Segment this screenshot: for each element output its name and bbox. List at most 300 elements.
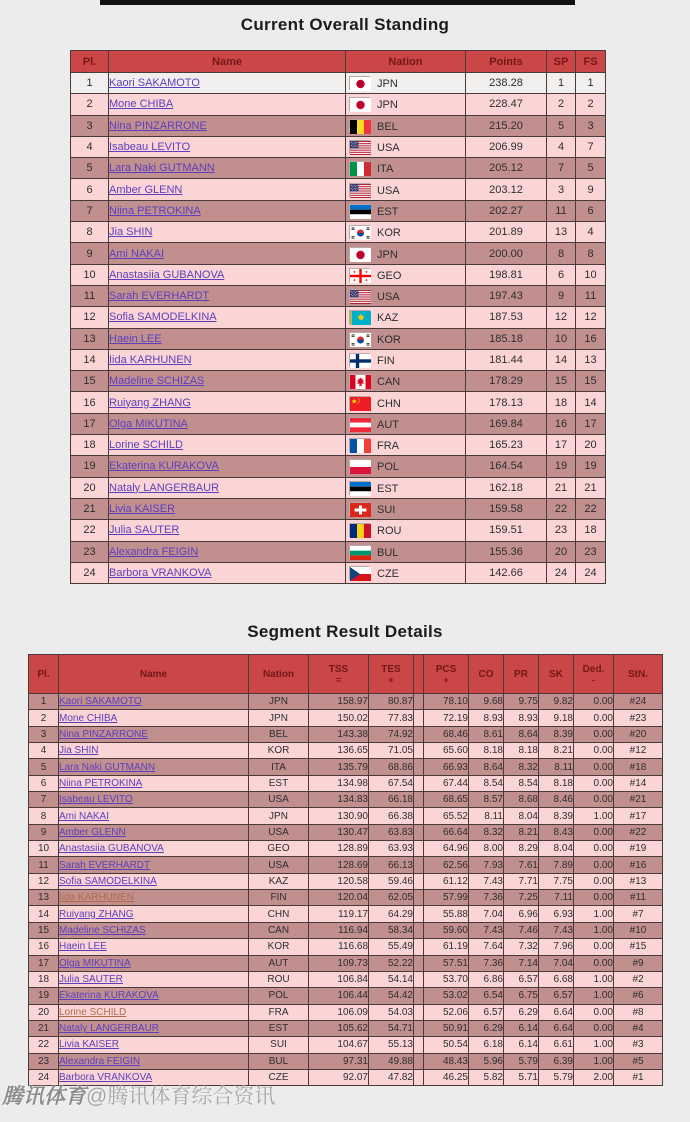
- spacer-cell: [414, 726, 424, 742]
- nation-cell: BUL: [249, 1053, 309, 1069]
- fs-cell: 12: [576, 307, 606, 328]
- skater-link[interactable]: Ekaterina KURAKOVA: [59, 990, 159, 1002]
- place-cell: 10: [71, 264, 109, 285]
- stn-cell: #16: [614, 857, 663, 873]
- fs-cell: 20: [576, 435, 606, 456]
- spacer-cell: [414, 922, 424, 938]
- skater-link[interactable]: Nataly LANGERBAUR: [59, 1023, 160, 1035]
- skater-link[interactable]: Isabeau LEVITO: [109, 141, 191, 154]
- place-cell: 19: [29, 988, 59, 1004]
- spacer-cell: [414, 808, 424, 824]
- nation-cell: USA: [249, 857, 309, 873]
- flag-cze-icon: [349, 566, 370, 580]
- sk-cell: 8.39: [539, 808, 574, 824]
- table-row: [71, 200, 606, 221]
- skater-link[interactable]: Iida KARHUNEN: [109, 354, 192, 366]
- flag-kaz-icon: [349, 310, 370, 324]
- flag-bul-icon: [349, 545, 370, 559]
- tss-cell: 105.62: [309, 1020, 369, 1036]
- skater-link[interactable]: Anastasiia GUBANOVA: [59, 843, 164, 855]
- name-cell: [59, 857, 249, 873]
- flag-kor-icon: [349, 332, 370, 346]
- name-cell: [109, 136, 346, 157]
- tes-cell: 66.18: [369, 792, 414, 808]
- flag-geo-icon: [349, 268, 370, 282]
- tes-cell: 66.13: [369, 857, 414, 873]
- name-cell: [109, 477, 346, 498]
- nation-cell: USA: [249, 824, 309, 840]
- pr-cell: 8.68: [504, 792, 539, 808]
- place-cell: 9: [71, 243, 109, 264]
- top-black-bar: [100, 0, 575, 5]
- tes-cell: 54.14: [369, 971, 414, 987]
- co-cell: 8.18: [469, 743, 504, 759]
- co-cell: 7.64: [469, 939, 504, 955]
- place-cell: 7: [29, 792, 59, 808]
- name-cell: [109, 349, 346, 370]
- skater-link[interactable]: Nina PINZARRONE: [109, 119, 207, 132]
- co-cell: 8.64: [469, 759, 504, 775]
- place-cell: 21: [71, 498, 109, 519]
- nation-cell: JPN: [249, 710, 309, 726]
- points-cell: 206.99: [466, 136, 547, 157]
- sk-cell: 5.79: [539, 1069, 574, 1085]
- skater-link[interactable]: Lara Naki GUTMANN: [59, 761, 156, 773]
- table-row: [71, 498, 606, 519]
- skater-link[interactable]: Jia SHIN: [109, 226, 153, 239]
- points-cell: 203.12: [466, 179, 547, 200]
- ded-cell: 1.00: [574, 971, 614, 987]
- name-cell: [59, 988, 249, 1004]
- name-cell: [109, 307, 346, 328]
- nation-cell: BEL: [249, 726, 309, 742]
- place-cell: 23: [71, 541, 109, 562]
- nation-code: POL: [377, 461, 400, 474]
- fs-cell: 17: [576, 413, 606, 434]
- col-header-co: CO: [469, 655, 504, 694]
- pcs-cell: 66.64: [424, 824, 469, 840]
- pcs-cell: 61.12: [424, 873, 469, 889]
- watermark-brand: 腾讯体育: [2, 1085, 86, 1108]
- flag-rou-icon: [349, 523, 370, 537]
- stn-cell: #9: [614, 955, 663, 971]
- spacer-cell: [414, 988, 424, 1004]
- pcs-cell: 46.25: [424, 1069, 469, 1085]
- tss-cell: 135.79: [309, 759, 369, 775]
- name-cell: [59, 1069, 249, 1085]
- nation-cell: POL: [249, 988, 309, 1004]
- place-cell: 18: [29, 971, 59, 987]
- table-row: [71, 435, 606, 456]
- place-cell: 9: [29, 824, 59, 840]
- fs-cell: 11: [576, 285, 606, 306]
- table-row: [71, 73, 606, 94]
- sp-cell: 18: [547, 392, 576, 413]
- ded-cell: 0.00: [574, 824, 614, 840]
- nation-code: KOR: [377, 333, 401, 346]
- skater-link[interactable]: Livia KAISER: [59, 1039, 120, 1051]
- fs-cell: 8: [576, 243, 606, 264]
- stn-cell: #2: [614, 971, 663, 987]
- tss-cell: 109.73: [309, 955, 369, 971]
- name-cell: [59, 710, 249, 726]
- skater-link[interactable]: Anastasiia GUBANOVA: [109, 268, 225, 281]
- table-row: [29, 1020, 663, 1036]
- table-row: [71, 413, 606, 434]
- name-cell: [59, 873, 249, 889]
- name-cell: [109, 541, 346, 562]
- sk-cell: 8.18: [539, 775, 574, 791]
- table-row: [29, 1069, 663, 1085]
- fs-cell: 15: [576, 371, 606, 392]
- co-cell: 8.11: [469, 808, 504, 824]
- place-cell: 13: [29, 890, 59, 906]
- sp-cell: 12: [547, 307, 576, 328]
- place-cell: 3: [71, 115, 109, 136]
- nation-cell: [346, 115, 466, 136]
- co-cell: 7.04: [469, 906, 504, 922]
- spacer-cell: [414, 1069, 424, 1085]
- co-cell: 8.93: [469, 710, 504, 726]
- pr-cell: 9.75: [504, 694, 539, 710]
- pcs-cell: 62.56: [424, 857, 469, 873]
- nation-code: FRA: [377, 440, 399, 453]
- points-cell: 159.51: [466, 520, 547, 541]
- tes-cell: 54.42: [369, 988, 414, 1004]
- table-row: [29, 1053, 663, 1069]
- pr-cell: 7.14: [504, 955, 539, 971]
- sp-cell: 2: [547, 94, 576, 115]
- skater-link[interactable]: Ruiyang ZHANG: [59, 908, 134, 920]
- table-row: [71, 158, 606, 179]
- fs-cell: 3: [576, 115, 606, 136]
- spacer-cell: [414, 759, 424, 775]
- nation-code: BEL: [377, 120, 398, 133]
- ded-cell: 0.00: [574, 792, 614, 808]
- skater-link[interactable]: Ekaterina KURAKOVA: [109, 460, 219, 473]
- name-cell: [109, 520, 346, 541]
- table-row: [71, 307, 606, 328]
- co-cell: 7.43: [469, 873, 504, 889]
- co-cell: 8.61: [469, 726, 504, 742]
- place-cell: 21: [29, 1020, 59, 1036]
- name-cell: [59, 971, 249, 987]
- name-cell: [109, 243, 346, 264]
- tss-cell: 128.89: [309, 841, 369, 857]
- nation-code: EST: [377, 482, 399, 495]
- sk-cell: 7.75: [539, 873, 574, 889]
- skater-link[interactable]: Lorine SCHILD: [59, 1006, 127, 1018]
- name-cell: [109, 371, 346, 392]
- place-cell: 14: [29, 906, 59, 922]
- points-cell: 159.58: [466, 498, 547, 519]
- skater-link[interactable]: Kaori SAKAMOTO: [109, 77, 200, 90]
- tes-cell: 59.46: [369, 873, 414, 889]
- co-cell: 7.36: [469, 890, 504, 906]
- sk-cell: 7.96: [539, 939, 574, 955]
- table-row: [71, 136, 606, 157]
- place-cell: 10: [29, 841, 59, 857]
- skater-link[interactable]: Haein LEE: [109, 332, 162, 345]
- sk-cell: 6.68: [539, 971, 574, 987]
- skater-link[interactable]: Nina PINZARRONE: [59, 728, 148, 740]
- skater-link[interactable]: Madeline SCHIZAS: [109, 375, 205, 388]
- ded-cell: 0.00: [574, 743, 614, 759]
- co-cell: 7.93: [469, 857, 504, 873]
- skater-link[interactable]: Ami NAKAI: [59, 810, 110, 822]
- col-header-nation: Nation: [249, 655, 309, 694]
- sp-cell: 15: [547, 371, 576, 392]
- points-cell: 181.44: [466, 349, 547, 370]
- pcs-cell: 57.51: [424, 955, 469, 971]
- place-cell: 8: [29, 808, 59, 824]
- col-header-points: Points: [466, 51, 547, 73]
- place-cell: 16: [71, 392, 109, 413]
- co-cell: 8.57: [469, 792, 504, 808]
- nation-cell: [346, 392, 466, 413]
- skater-link[interactable]: Iida KARHUNEN: [59, 892, 135, 904]
- tes-cell: 52.22: [369, 955, 414, 971]
- sk-cell: 7.43: [539, 922, 574, 938]
- nation-code: USA: [377, 184, 400, 197]
- co-cell: 8.00: [469, 841, 504, 857]
- nation-cell: [346, 477, 466, 498]
- skater-link[interactable]: Sofia SAMODELKINA: [59, 875, 157, 887]
- pr-cell: 6.96: [504, 906, 539, 922]
- place-cell: 19: [71, 456, 109, 477]
- points-cell: 178.29: [466, 371, 547, 392]
- flag-jpn-icon: [349, 247, 370, 261]
- table-row: [71, 115, 606, 136]
- stn-cell: #15: [614, 939, 663, 955]
- sk-cell: 6.57: [539, 988, 574, 1004]
- skater-link[interactable]: Ruiyang ZHANG: [109, 396, 191, 409]
- fs-cell: 22: [576, 498, 606, 519]
- sp-cell: 6: [547, 264, 576, 285]
- fs-cell: 10: [576, 264, 606, 285]
- skater-link[interactable]: Sarah EVERHARDT: [59, 859, 151, 871]
- nation-cell: [346, 73, 466, 94]
- name-cell: [109, 498, 346, 519]
- pcs-cell: 53.02: [424, 988, 469, 1004]
- place-cell: 22: [71, 520, 109, 541]
- skater-link[interactable]: Madeline SCHIZAS: [59, 924, 146, 936]
- tss-cell: 158.97: [309, 694, 369, 710]
- table-row: [29, 1004, 663, 1020]
- skater-link[interactable]: Amber GLENN: [109, 183, 183, 196]
- skater-link[interactable]: Sarah EVERHARDT: [109, 290, 210, 303]
- skater-link[interactable]: Barbora VRANKOVA: [109, 566, 212, 579]
- nation-cell: EST: [249, 775, 309, 791]
- flag-fin-icon: [349, 353, 370, 367]
- fs-cell: 13: [576, 349, 606, 370]
- nation-cell: [346, 520, 466, 541]
- stn-cell: #3: [614, 1037, 663, 1053]
- name-cell: [109, 73, 346, 94]
- points-cell: 155.36: [466, 541, 547, 562]
- ded-cell: 0.00: [574, 1020, 614, 1036]
- co-cell: 6.29: [469, 1020, 504, 1036]
- sk-cell: 6.93: [539, 906, 574, 922]
- col-header-pr: PR: [504, 655, 539, 694]
- skater-link[interactable]: Amber GLENN: [59, 826, 126, 838]
- skater-link[interactable]: Julia SAUTER: [109, 524, 180, 537]
- pr-cell: 6.57: [504, 971, 539, 987]
- table-row: [29, 955, 663, 971]
- pcs-cell: 67.44: [424, 775, 469, 791]
- fs-cell: 7: [576, 136, 606, 157]
- nation-cell: [346, 136, 466, 157]
- sk-cell: 8.21: [539, 743, 574, 759]
- tes-cell: 58.34: [369, 922, 414, 938]
- sp-cell: 4: [547, 136, 576, 157]
- sk-cell: 6.64: [539, 1020, 574, 1036]
- fs-cell: 18: [576, 520, 606, 541]
- place-cell: 22: [29, 1037, 59, 1053]
- pcs-cell: 48.43: [424, 1053, 469, 1069]
- sk-cell: 6.64: [539, 1004, 574, 1020]
- skater-link[interactable]: Nataly LANGERBAUR: [109, 481, 220, 494]
- nation-code: AUT: [377, 418, 399, 431]
- sk-cell: 8.46: [539, 792, 574, 808]
- skater-link[interactable]: Alexandra FEIGIN: [59, 1055, 141, 1067]
- nation-cell: [346, 158, 466, 179]
- ded-cell: 1.00: [574, 1053, 614, 1069]
- skater-link[interactable]: Alexandra FEIGIN: [109, 545, 199, 558]
- spacer-cell: [414, 1037, 424, 1053]
- ded-cell: 0.00: [574, 873, 614, 889]
- nation-cell: [346, 435, 466, 456]
- nation-cell: KAZ: [249, 873, 309, 889]
- pcs-cell: 68.65: [424, 792, 469, 808]
- place-cell: 12: [29, 873, 59, 889]
- name-cell: [59, 1053, 249, 1069]
- skater-link[interactable]: Sofia SAMODELKINA: [109, 311, 217, 324]
- skater-link[interactable]: Haein LEE: [59, 941, 107, 953]
- segment-result-title: Segment Result Details: [247, 622, 443, 641]
- pr-cell: 8.29: [504, 841, 539, 857]
- sp-cell: 21: [547, 477, 576, 498]
- skater-link[interactable]: Ami NAKAI: [109, 247, 165, 260]
- flag-ita-icon: [349, 161, 370, 175]
- spacer-cell: [414, 1053, 424, 1069]
- place-cell: 1: [29, 694, 59, 710]
- tss-cell: 143.38: [309, 726, 369, 742]
- name-cell: [59, 1020, 249, 1036]
- pcs-cell: 65.60: [424, 743, 469, 759]
- pr-cell: 6.29: [504, 1004, 539, 1020]
- skater-link[interactable]: Lara Naki GUTMANN: [109, 162, 215, 175]
- points-cell: 178.13: [466, 392, 547, 413]
- skater-link[interactable]: Mone CHIBA: [109, 98, 174, 111]
- nation-cell: [346, 328, 466, 349]
- name-cell: [59, 922, 249, 938]
- name-cell: [59, 1037, 249, 1053]
- stn-cell: #20: [614, 726, 663, 742]
- tes-cell: 54.71: [369, 1020, 414, 1036]
- place-cell: 17: [71, 413, 109, 434]
- stn-cell: #11: [614, 890, 663, 906]
- tss-cell: 97.31: [309, 1053, 369, 1069]
- tes-cell: 64.29: [369, 906, 414, 922]
- table-row: [29, 857, 663, 873]
- skater-link[interactable]: Niina PETROKINA: [109, 204, 201, 217]
- skater-link[interactable]: Niina PETROKINA: [59, 777, 143, 789]
- table-row: [29, 726, 663, 742]
- name-cell: [59, 808, 249, 824]
- table-row: [71, 541, 606, 562]
- points-cell: 197.43: [466, 285, 547, 306]
- skater-link[interactable]: Lorine SCHILD: [109, 439, 183, 452]
- place-cell: 5: [29, 759, 59, 775]
- segment-header-row: [29, 655, 663, 694]
- skater-link[interactable]: Barbora VRANKOVA: [59, 1072, 153, 1084]
- flag-chn-icon: [349, 396, 370, 410]
- stn-cell: #22: [614, 824, 663, 840]
- fs-cell: 14: [576, 392, 606, 413]
- skater-link[interactable]: Olga MIKUTINA: [59, 957, 131, 969]
- nation-cell: USA: [249, 792, 309, 808]
- name-cell: [109, 94, 346, 115]
- fs-cell: 1: [576, 73, 606, 94]
- overall-header-row: [71, 51, 606, 73]
- pr-cell: 8.93: [504, 710, 539, 726]
- pr-cell: 8.64: [504, 726, 539, 742]
- skater-link[interactable]: Mone CHIBA: [59, 712, 118, 724]
- ded-cell: 0.00: [574, 694, 614, 710]
- skater-link[interactable]: Olga MIKUTINA: [109, 417, 188, 430]
- tes-cell: 68.86: [369, 759, 414, 775]
- table-row: [71, 179, 606, 200]
- table-row: [71, 520, 606, 541]
- skater-link[interactable]: Isabeau LEVITO: [59, 794, 133, 806]
- col-header-tes: TES +: [369, 655, 414, 694]
- stn-cell: #18: [614, 759, 663, 775]
- co-cell: 6.18: [469, 1037, 504, 1053]
- nation-cell: [346, 200, 466, 221]
- tss-cell: 120.58: [309, 873, 369, 889]
- pr-cell: 7.46: [504, 922, 539, 938]
- place-cell: 15: [71, 371, 109, 392]
- tes-cell: 49.88: [369, 1053, 414, 1069]
- co-cell: 6.86: [469, 971, 504, 987]
- table-row: [71, 349, 606, 370]
- spacer-cell: [414, 1020, 424, 1036]
- fs-cell: 16: [576, 328, 606, 349]
- place-cell: 24: [71, 562, 109, 583]
- nation-code: KAZ: [377, 312, 399, 325]
- skater-link[interactable]: Julia SAUTER: [59, 974, 123, 986]
- skater-link[interactable]: Kaori SAKAMOTO: [59, 696, 142, 708]
- skater-link[interactable]: Livia KAISER: [109, 503, 176, 516]
- skater-link[interactable]: Jia SHIN: [59, 745, 99, 757]
- ded-cell: 0.00: [574, 759, 614, 775]
- place-cell: 11: [29, 857, 59, 873]
- points-cell: 165.23: [466, 435, 547, 456]
- name-cell: [59, 1004, 249, 1020]
- overall-standings-table: [70, 50, 606, 584]
- tss-cell: 106.44: [309, 988, 369, 1004]
- name-cell: [59, 726, 249, 742]
- table-row: [29, 906, 663, 922]
- name-cell: [59, 906, 249, 922]
- place-cell: 11: [71, 285, 109, 306]
- col-header-fs: FS: [576, 51, 606, 73]
- nation-cell: JPN: [249, 694, 309, 710]
- nation-code: CHN: [377, 397, 401, 410]
- ded-cell: 0.00: [574, 726, 614, 742]
- nation-code: ROU: [377, 525, 402, 538]
